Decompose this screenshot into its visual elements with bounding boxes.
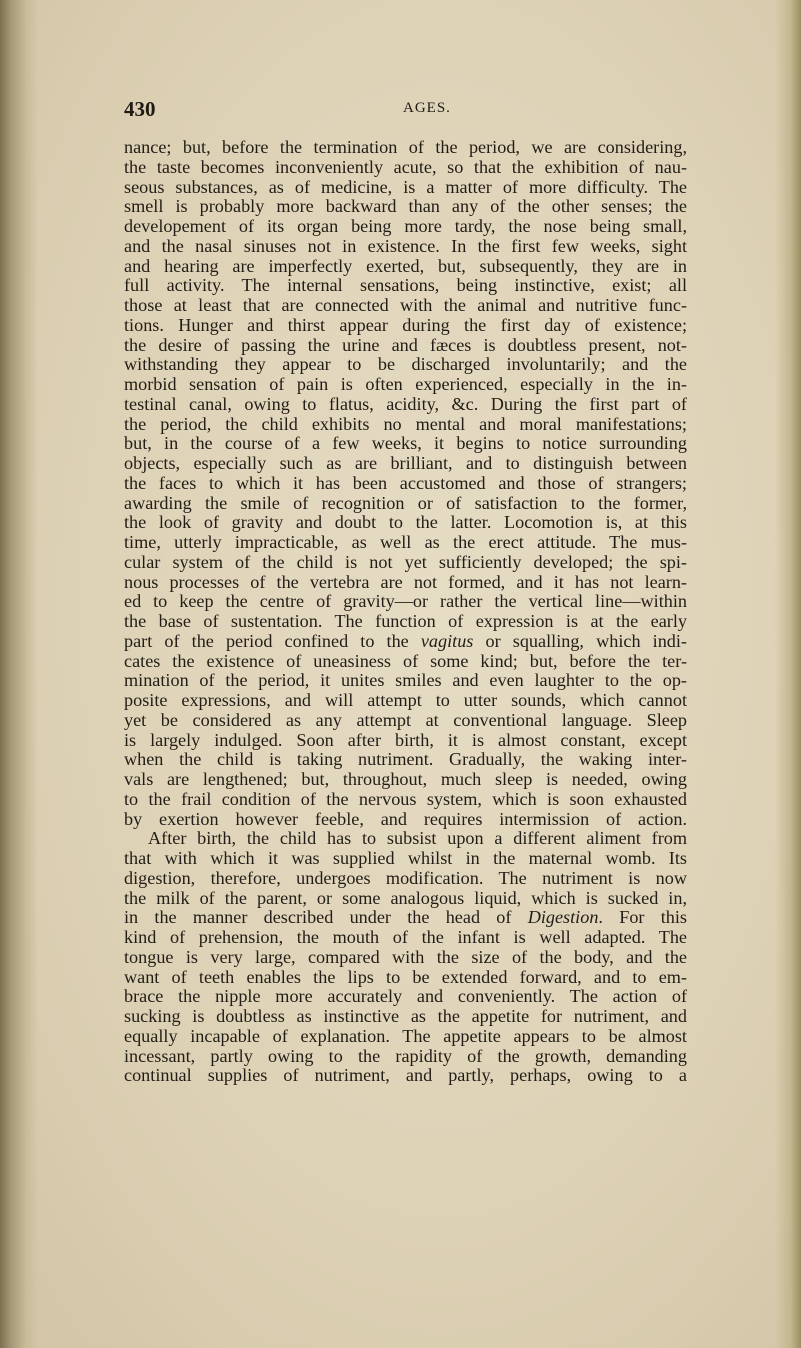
body-text: [124, 138, 687, 1086]
text-line: incessant, partly owing to the rapidity of the growth, demanding: [124, 1045, 687, 1066]
text-line: tions. Hunger and thirst appear during the first day of existence;: [124, 314, 687, 335]
text-line: the taste becomes inconveniently acute, so that the exhibition of nau-: [124, 156, 687, 177]
text-line: the milk of the parent, or some analogous liquid, which is sucked in,: [124, 887, 687, 908]
text-line: digestion, therefore, undergoes modification. The nutriment is now: [124, 867, 687, 888]
text-line: the desire of passing the urine and fæces is doubtless present, not-: [124, 334, 687, 355]
text-line: objects, especially such as are brilliant, and to distinguish between: [124, 453, 687, 473]
text-line: testinal canal, owing to flatus, acidity, &c. During the first part of: [124, 393, 687, 414]
text-line: kind of prehension, the mouth of the infant is well adapted. The: [124, 927, 687, 947]
text-line: by exertion however feeble, and requires intermission of action.: [124, 808, 687, 829]
text-line: full activity. The internal sensations, being instinctive, exist; all: [124, 275, 687, 296]
text-line: developement of its organ being more tardy, the nose being small,: [124, 216, 687, 236]
text-line: when the child is taking nutriment. Gradually, the waking inter-: [124, 749, 687, 770]
page-binding-shadow: [0, 0, 38, 1348]
text-line: the base of sustentation. The function of expression is at the early: [124, 611, 687, 631]
text-line: to the frail condition of the nervous system, which is soon exhausted: [124, 788, 687, 809]
text-line: in the manner described under the head of Digestion. For this: [124, 907, 688, 928]
text-line: and the nasal sinuses not in existence. In the first few weeks, sight: [124, 235, 687, 256]
page-header: [124, 97, 684, 121]
text-line: the look of gravity and doubt to the latter. Locomotion is, at this: [124, 512, 687, 533]
text-line: mination of the period, it unites smiles and even laughter to the op-: [124, 670, 687, 691]
text-line: yet be considered as any attempt at conventional language. Sleep: [124, 709, 687, 730]
text-line: want of teeth enables the lips to be extended forward, and to em-: [124, 966, 687, 987]
text-line: cates the existence of uneasiness of some kind; but, before the ter-: [124, 650, 687, 671]
text-line: part of the period confined to the vagitus or squalling, which indi-: [124, 630, 687, 651]
text-line: nance; but, before the termination of the period, we are considering,: [124, 137, 687, 157]
text-line: nous processes of the vertebra are not formed, and it has not learn-: [124, 571, 687, 592]
text-line: awarding the smile of recognition or of satisfaction to the former,: [124, 492, 687, 513]
text-line: the period, the child exhibits no mental and moral manifestations;: [124, 413, 687, 434]
page-edge: [775, 0, 801, 1348]
text-line: brace the nipple more accurately and conveniently. The action of: [124, 986, 687, 1007]
text-line: morbid sensation of pain is often experienced, especially in the in-: [124, 374, 687, 394]
text-line: seous substances, as of medicine, is a matter of more difficulty. The: [124, 176, 687, 197]
text-line: tongue is very large, compared with the size of the body, and the: [124, 946, 687, 967]
text-line: but, in the course of a few weeks, it begins to notice surrounding: [124, 433, 687, 454]
text-line: withstanding they appear to be discharged involuntarily; and the: [124, 354, 687, 375]
text-line: the faces to which it has been accustomed and those of strangers;: [124, 472, 687, 493]
text-line: continual supplies of nutriment, and partly, perhaps, owing to a: [124, 1065, 687, 1086]
text-line: is largely indulged. Soon after birth, it is almost constant, except: [124, 729, 687, 750]
running-head: AGES.: [403, 100, 451, 116]
text-line: and hearing are imperfectly exerted, but, subsequently, they are in: [124, 255, 687, 276]
text-line: equally incapable of explanation. The appetite appears to be almost: [124, 1025, 687, 1046]
text-line: those at least that are connected with the animal and nutritive func-: [124, 295, 687, 315]
text-line: After birth, the child has to subsist upon a different aliment from: [148, 828, 687, 849]
text-line: cular system of the child is not yet sufficiently developed; the spi-: [124, 551, 687, 572]
page-number: 430: [124, 97, 156, 121]
text-line: posite expressions, and will attempt to utter sounds, which cannot: [124, 690, 687, 710]
text-line: that with which it was supplied whilst in the maternal womb. Its: [124, 848, 687, 868]
text-line: sucking is doubtless as instinctive as the appetite for nutriment, and: [124, 1006, 687, 1026]
text-line: ed to keep the centre of gravity—or rather the vertical line—within: [124, 591, 687, 612]
text-line: smell is probably more backward than any of the other senses; the: [124, 196, 687, 217]
text-line: vals are lengthened; but, throughout, much sleep is needed, owing: [124, 769, 687, 789]
text-line: time, utterly impracticable, as well as the erect attitude. The mus-: [124, 532, 687, 552]
